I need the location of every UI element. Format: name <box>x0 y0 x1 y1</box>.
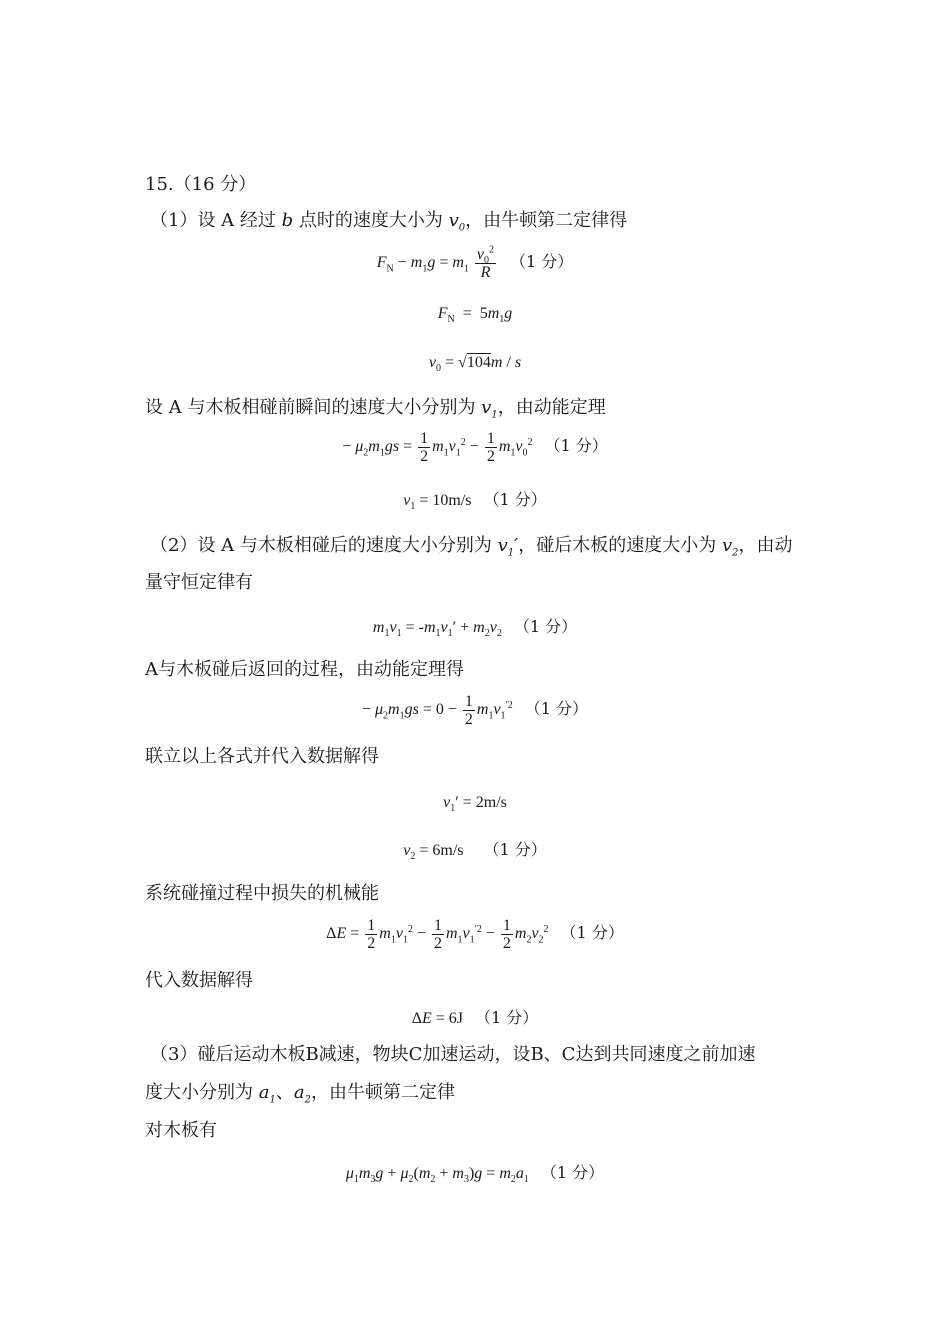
score-mark: （1 分） <box>483 840 547 859</box>
score-mark: （1 分） <box>513 617 578 636</box>
part3-equation-board: $\mu_1m_3g + \mu_2(m_2 + m_3)g = m_2a_1$ （1 分） <box>345 1163 605 1186</box>
score-mark: （1 分） <box>483 490 547 509</box>
score-mark: （1 分） <box>540 1163 605 1182</box>
score-mark: （1 分） <box>560 923 624 943</box>
part2-equation-delta-e: ΔE = 6J （1 分） <box>411 1008 539 1027</box>
part2-equation-momentum: $m_1v_1 = -m_1v_1' + m_2v_2$ （1 分） <box>372 617 578 640</box>
part2-line-3: 联立以上各式并代入数据解得 <box>145 746 379 767</box>
part2-line-4: 系统碰撞过程中损失的机械能 <box>145 883 379 904</box>
part2-equation-return: − $\mu_2m_1gs = 0$ − $\frac{1}{2}$ $m_1v_1^{'2}$ （1 分） <box>361 693 589 728</box>
score-mark: （1 分） <box>510 252 574 272</box>
part2-intro-line-a: （2）设 A 与木板相碰后的速度大小分别为 $v_1'$，碰后木板的速度大小为 $v_2$，由动 <box>150 535 793 559</box>
part1-equation-normal-force: $F_N = 5m_1g$ <box>437 305 513 326</box>
part3-intro-line-b: 度大小分别为 $a_1$、$a_2$，由牛顿第二定律 <box>145 1082 455 1106</box>
score-mark: （1 分） <box>524 699 589 719</box>
part2-equation-energy-loss: ΔE = $\frac{1}{2}$ $m_1v_1^2$ − $\frac{1}{2}$ $m_1v_1^{'2}$ − $\frac{1}{2}$ $m_2v_2^2$ （1 分） <box>326 917 624 952</box>
part3-intro-line-a: （3）碰后运动木板B减速，物块C加速运动，设B、C达到共同速度之前加速 <box>150 1044 756 1065</box>
part1-equation-v0: $v_0 = √104m / s$ <box>428 354 522 375</box>
part1-equation-newton: $F_N - m_1g = m_1$ $\frac{v_0^2}{R}$ （1 分） <box>376 244 574 281</box>
part2-line-2: A与木板碰后返回的过程，由动能定理得 <box>145 659 464 680</box>
part3-line-2: 对木板有 <box>145 1120 217 1141</box>
part2-equation-v1-prime: $v_1' = 2m/s$ <box>443 794 507 815</box>
part1-intro: （1）设 A 经过 b 点时的速度大小为 $v_0$，由牛顿第二定律得 <box>150 210 628 234</box>
problem-heading: 15.（16 分） <box>145 174 257 195</box>
part1-line-2: 设 A 与木板相碰前瞬间的速度大小分别为 $v_1$，由动能定理 <box>145 397 606 421</box>
part2-equation-v2: $v_2 = 6m/s$ （1 分） <box>403 840 547 863</box>
score-mark: （1 分） <box>544 436 608 456</box>
part2-line-5: 代入数据解得 <box>145 970 253 991</box>
score-mark: （1 分） <box>475 1008 539 1027</box>
part2-intro-line-b: 量守恒定律有 <box>145 572 253 593</box>
part1-equation-v1: $v_1 = 10m/s$ （1 分） <box>403 490 547 513</box>
part1-equation-energy: − $\mu_2m_1gs$ = $\frac{1}{2}$ $m_1v_1^2$ − $\frac{1}{2}$ $m_1v_0^2$ （1 分） <box>342 430 608 465</box>
